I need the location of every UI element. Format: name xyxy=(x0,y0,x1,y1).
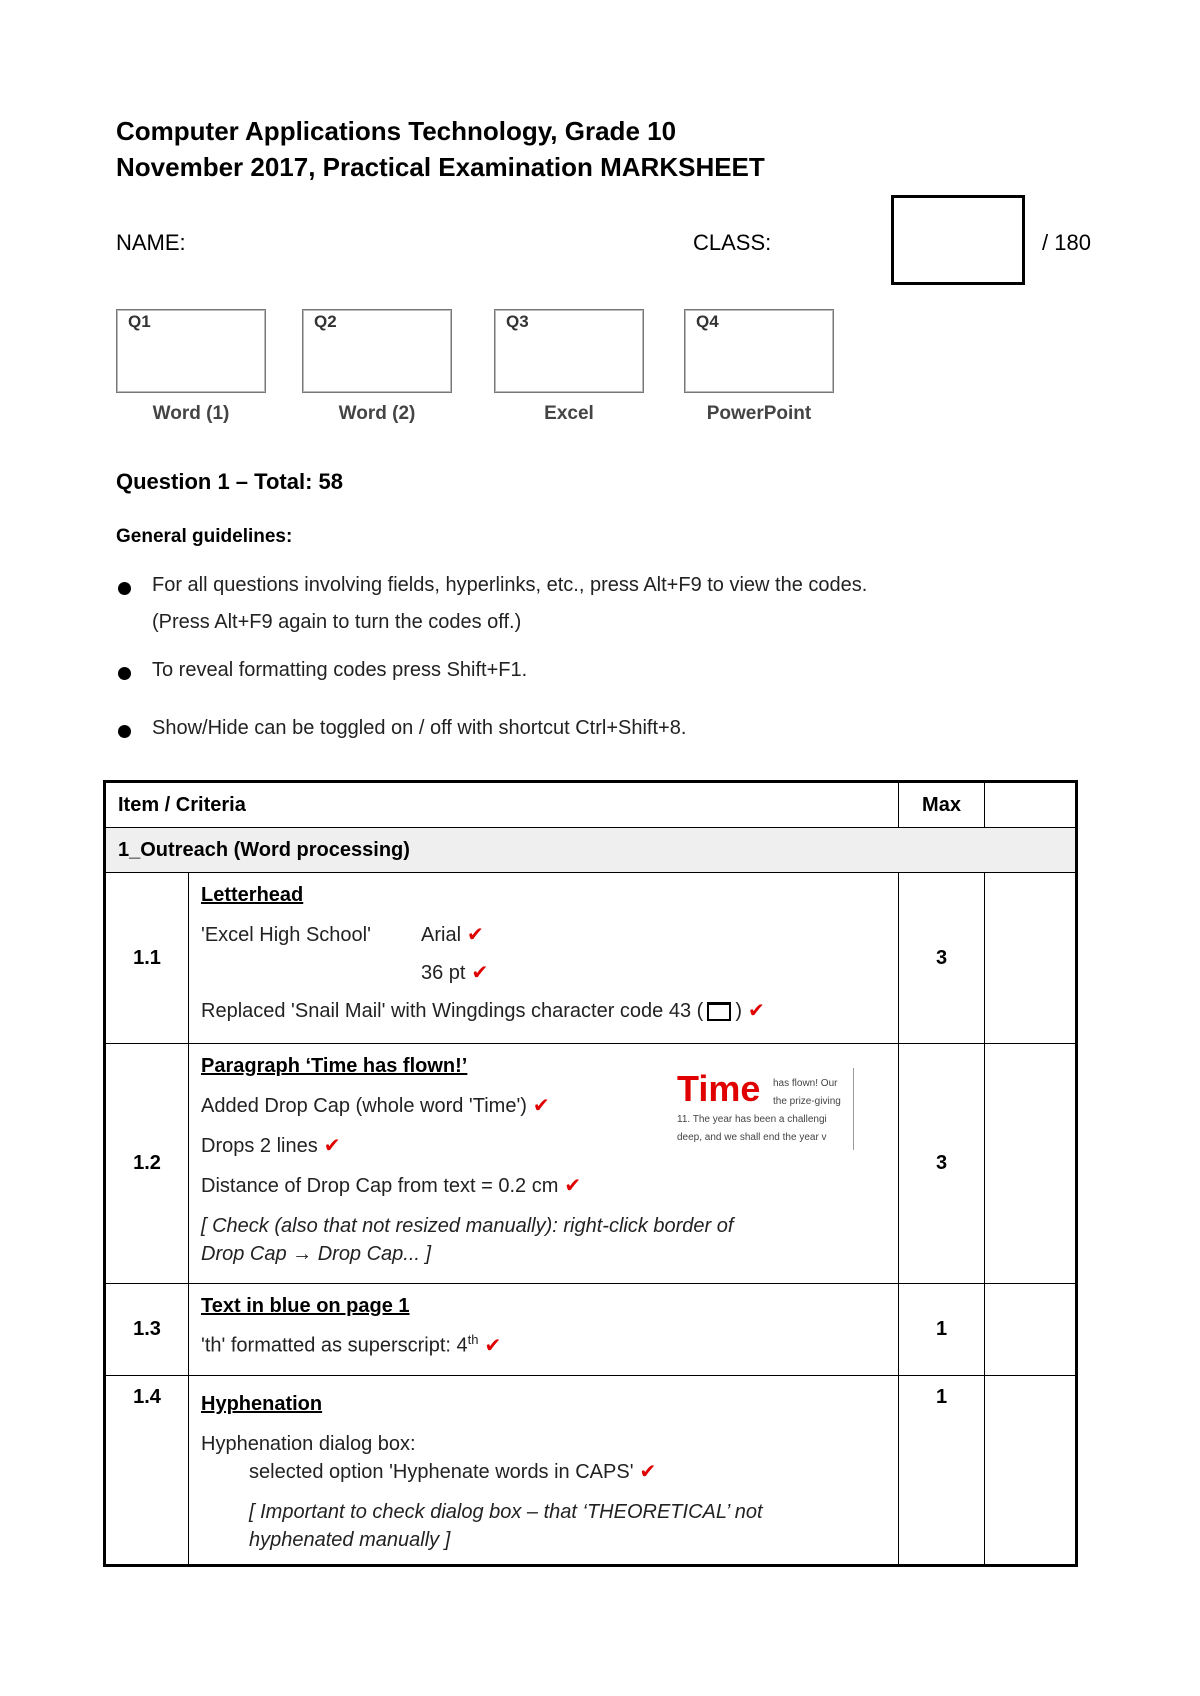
criteria-cell xyxy=(189,1284,899,1376)
check-icon: ✔ xyxy=(639,1461,657,1483)
criteria-text: ) xyxy=(735,1000,742,1022)
q3-score-box[interactable] xyxy=(494,309,644,393)
guideline-3: Show/Hide can be toggled on / off with shortcut Ctrl+Shift+8. xyxy=(152,717,687,739)
check-icon: ✔ xyxy=(532,1095,550,1117)
guideline-1: For all questions involving fields, hyperlinks, etc., press Alt+F9 to view the codes. xyxy=(152,574,868,596)
q2-label: Q2 xyxy=(314,312,337,331)
criteria-text: Hyphenation dialog box: xyxy=(201,1433,416,1455)
item-number: 1.2 xyxy=(105,1044,189,1284)
col-max: Max xyxy=(899,782,985,828)
mark-cell[interactable] xyxy=(985,1044,1077,1284)
q3-caption: Excel xyxy=(544,403,594,424)
table-row xyxy=(105,1284,1077,1376)
check-icon: ✔ xyxy=(323,1135,341,1157)
title-line-2: November 2017, Practical Examination MARKSHEET xyxy=(116,152,765,182)
check-icon: ✔ xyxy=(484,1334,502,1357)
criteria-note: Drop Cap → Drop Cap... ] xyxy=(201,1243,432,1265)
col-mark xyxy=(985,782,1077,828)
q2-score-box[interactable] xyxy=(302,309,452,393)
image-text: 11. The year has been a challengi xyxy=(677,1114,827,1125)
criteria-text: Arial xyxy=(421,924,462,946)
criteria-note: [ Important to check dialog box – that ‘THEORETICAL’ not xyxy=(249,1501,763,1523)
total-score-box[interactable] xyxy=(891,195,1025,285)
bullet-icon xyxy=(118,582,131,595)
criteria-note: hyphenated manually ] xyxy=(249,1529,451,1551)
q1-score-box[interactable] xyxy=(116,309,266,393)
q4-caption: PowerPoint xyxy=(706,403,812,424)
criteria-text: 36 pt xyxy=(421,962,466,984)
mark-cell[interactable] xyxy=(985,873,1077,1044)
question-1-total: Question 1 – Total: 58 xyxy=(116,469,343,494)
criteria-note: [ Check (also that not resized manually): right-click border of xyxy=(201,1215,734,1237)
marks-table xyxy=(103,780,1078,1567)
check-icon: ✔ xyxy=(467,924,484,946)
max-mark: 1 xyxy=(899,1376,985,1566)
image-text: deep, and we shall end the year v xyxy=(677,1132,827,1143)
item-number: 1.4 xyxy=(105,1376,189,1566)
bullet-icon xyxy=(118,725,131,738)
section-row xyxy=(105,828,1077,873)
criteria-text: 'th' formatted as superscript: 4 xyxy=(201,1334,468,1357)
image-text: the prize-giving xyxy=(773,1096,841,1107)
check-icon: ✔ xyxy=(748,1000,765,1022)
criteria-cell xyxy=(189,1376,899,1566)
table-header-row xyxy=(105,782,1077,828)
guidelines-heading: General guidelines: xyxy=(116,526,293,547)
criteria-text: Drops 2 lines xyxy=(201,1135,318,1157)
criteria-text: Distance of Drop Cap from text = 0.2 cm xyxy=(201,1175,559,1197)
item-number: 1.1 xyxy=(105,873,189,1044)
criteria-text: Replaced 'Snail Mail' with Wingdings character code 43 ( xyxy=(201,1000,704,1022)
criteria-heading: Hyphenation xyxy=(201,1393,323,1415)
guideline-2: To reveal formatting codes press Shift+F1. xyxy=(152,659,528,681)
criteria-cell xyxy=(189,1044,899,1284)
check-icon: ✔ xyxy=(564,1175,582,1197)
criteria-text: 'Excel High School' xyxy=(201,924,371,946)
q1-label: Q1 xyxy=(128,312,151,331)
q1-caption: Word (1) xyxy=(152,403,230,424)
guideline-1-cont: (Press Alt+F9 again to turn the codes off.) xyxy=(152,611,522,633)
bullet-icon xyxy=(118,667,131,680)
score-total-label: / 180 xyxy=(1042,230,1091,255)
wingdings-mail-icon xyxy=(707,1002,731,1021)
table-row xyxy=(105,1044,1077,1284)
image-text: has flown! Our xyxy=(773,1078,838,1089)
drop-cap-word: Time xyxy=(677,1068,761,1109)
criteria-heading: Letterhead xyxy=(201,884,304,906)
mark-cell[interactable] xyxy=(985,1376,1077,1566)
max-mark: 3 xyxy=(899,1044,985,1284)
class-label: CLASS: xyxy=(693,230,772,255)
q3-label: Q3 xyxy=(506,312,529,331)
criteria-text: selected option 'Hyphenate words in CAPS' xyxy=(249,1461,634,1483)
q2-caption: Word (2) xyxy=(338,403,416,424)
col-item-criteria: Item / Criteria xyxy=(105,782,899,828)
item-number: 1.3 xyxy=(105,1284,189,1376)
check-icon: ✔ xyxy=(471,962,489,984)
mark-cell[interactable] xyxy=(985,1284,1077,1376)
criteria-heading: Paragraph ‘Time has flown!’ xyxy=(201,1055,468,1077)
criteria-heading: Text in blue on page 1 xyxy=(201,1295,410,1317)
table-row xyxy=(105,873,1077,1044)
superscript-th: th xyxy=(467,1332,479,1347)
title-line-1: Computer Applications Technology, Grade 10 xyxy=(116,116,677,146)
table-row xyxy=(105,1376,1077,1566)
criteria-cell xyxy=(189,873,899,1044)
drop-cap-example-image xyxy=(673,1068,854,1150)
name-label: NAME: xyxy=(116,230,186,255)
section-title: 1_Outreach (Word processing) xyxy=(105,828,1077,873)
q4-score-box[interactable] xyxy=(684,309,834,393)
q4-label: Q4 xyxy=(696,312,719,331)
max-mark: 1 xyxy=(899,1284,985,1376)
max-mark: 3 xyxy=(899,873,985,1044)
criteria-text: Added Drop Cap (whole word 'Time') xyxy=(201,1095,527,1117)
